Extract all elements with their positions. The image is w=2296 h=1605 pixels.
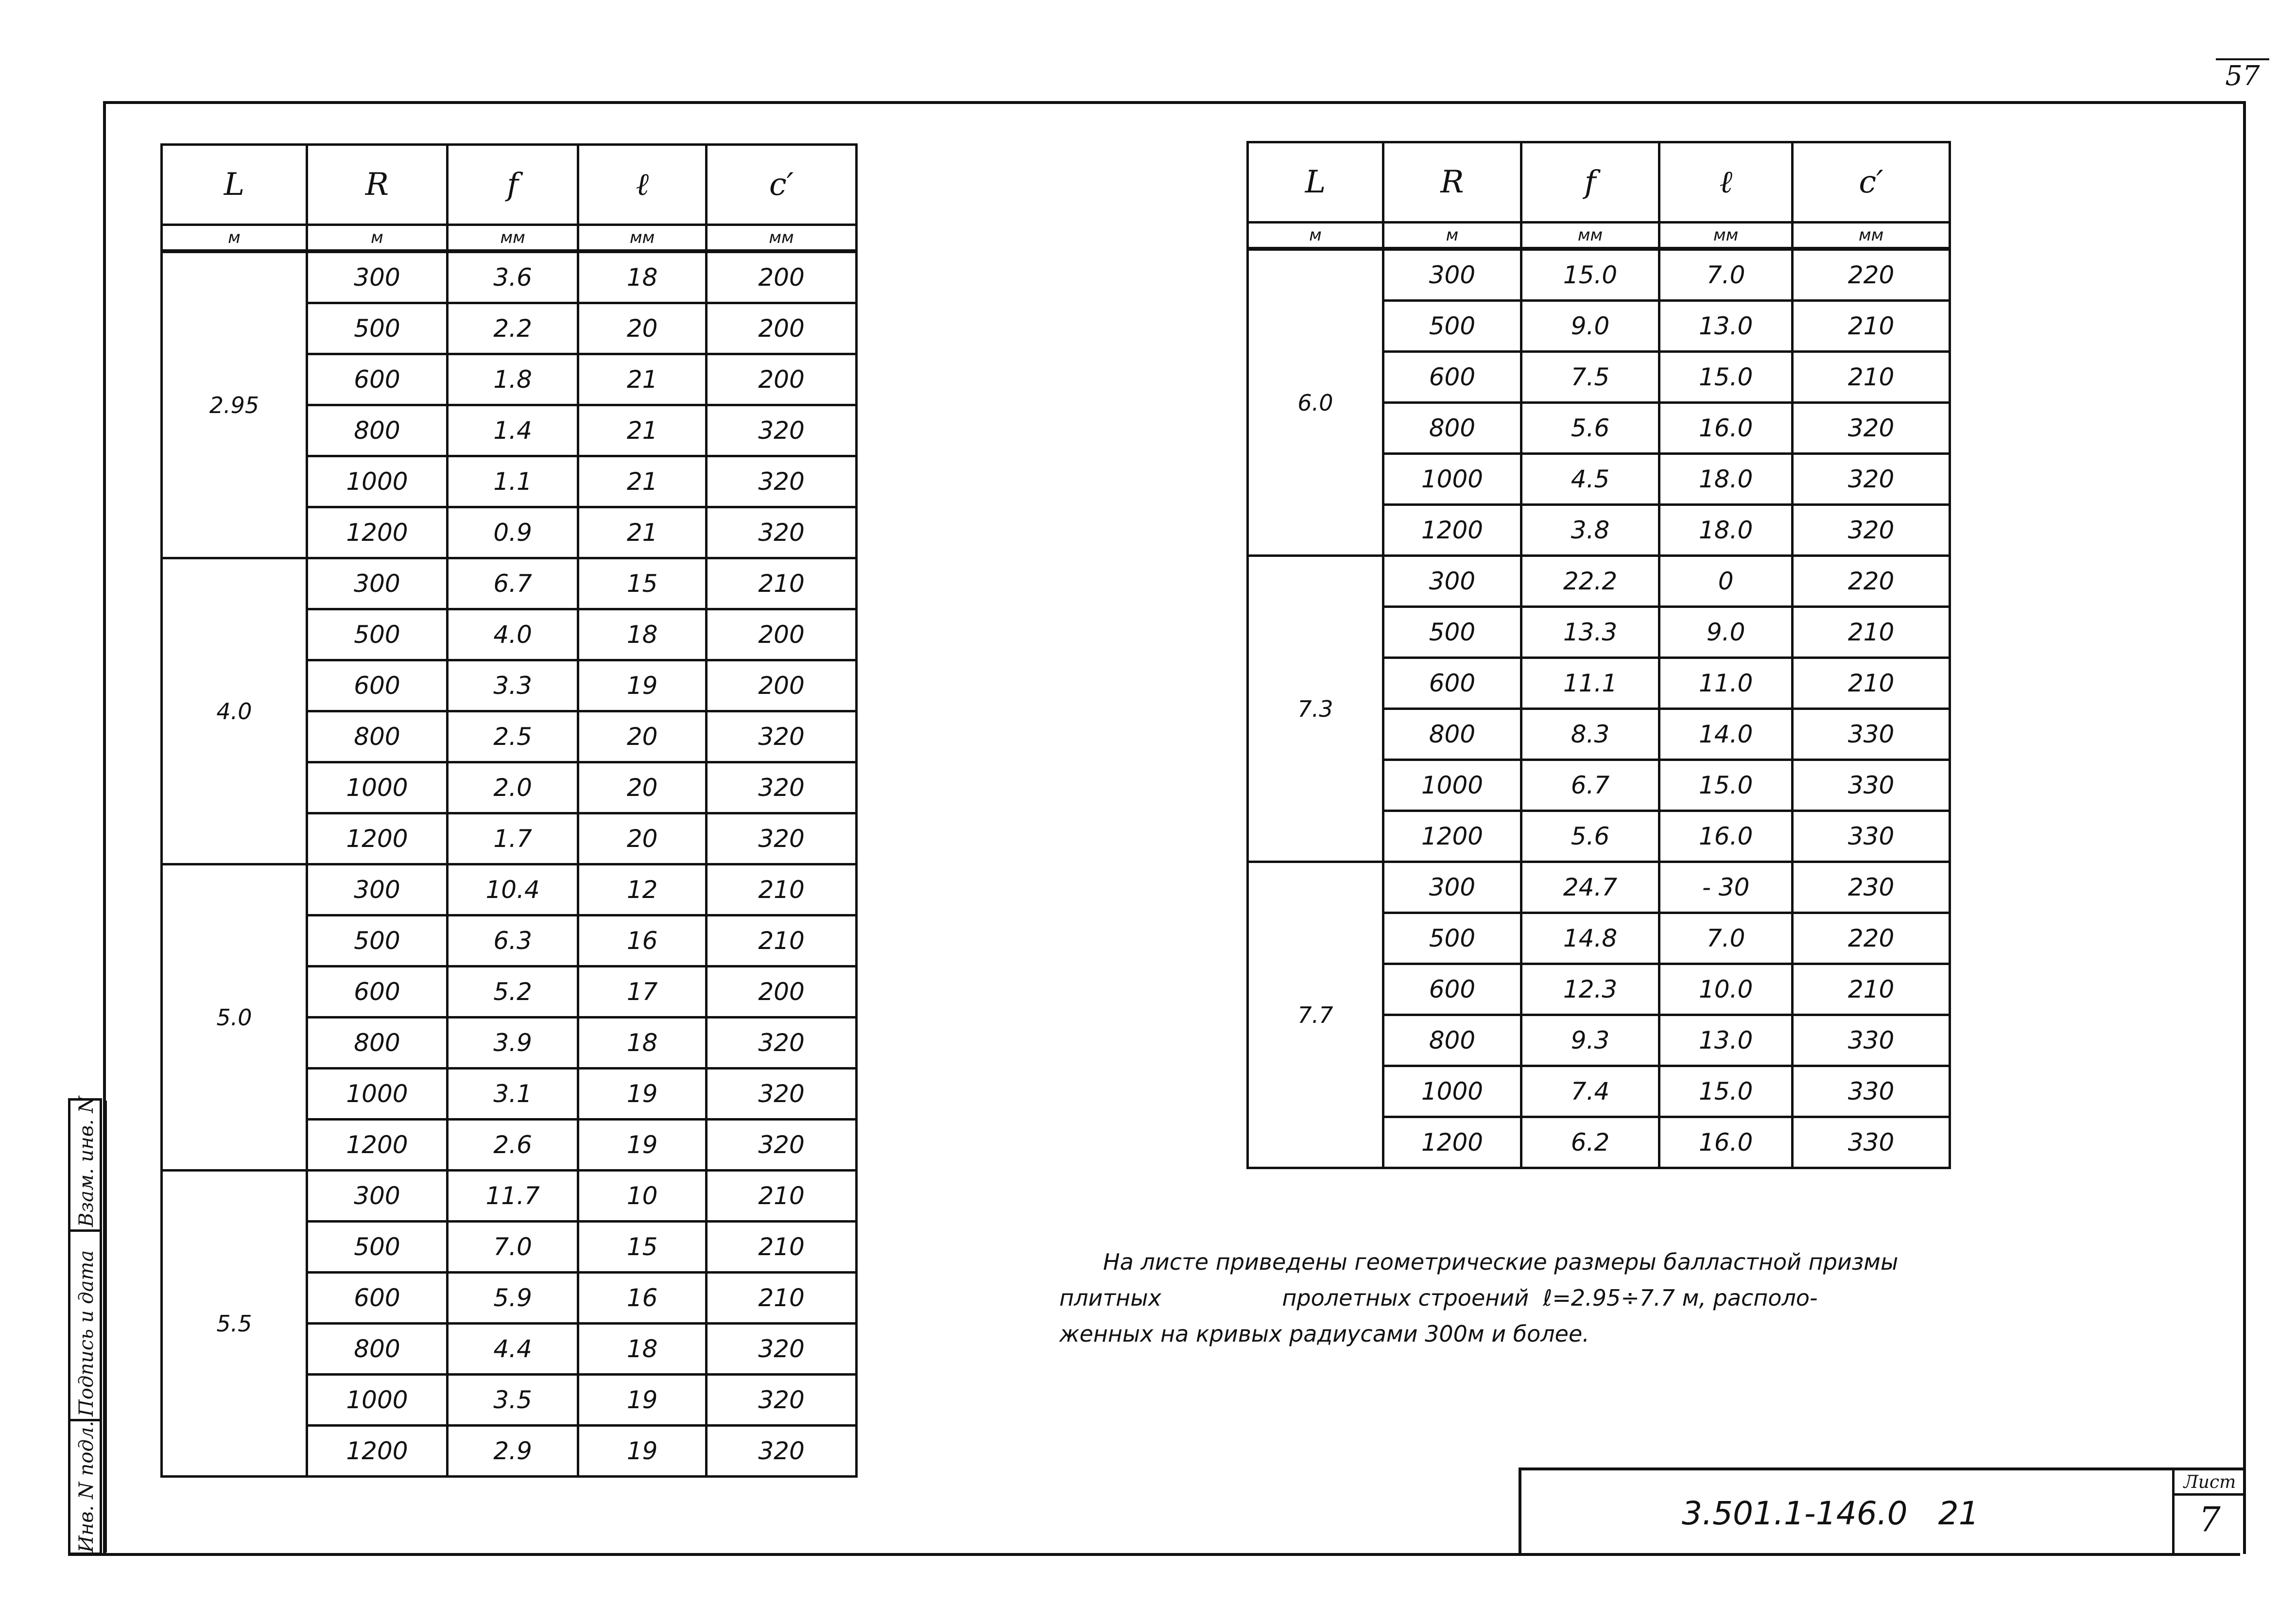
radius-cell: 1200 [1383,1117,1521,1168]
radius-cell: 1000 [307,1069,447,1120]
l-cell: 21 [578,354,707,405]
c-cell: 220 [1793,249,1950,301]
unit-f: мм [448,225,578,252]
f-cell: 1.1 [448,456,578,507]
col-header-L: L [162,145,307,225]
c-cell: 210 [1793,964,1950,1015]
unit-L: м [162,225,307,252]
radius-cell: 1200 [307,1426,447,1477]
unit-c: мм [707,225,857,252]
table-row [162,251,857,303]
c-cell: 210 [707,1222,857,1273]
stamp-column [104,1101,136,1553]
l-cell: 15.0 [1659,1066,1793,1117]
c-cell: 210 [1793,301,1950,352]
f-cell: 5.9 [448,1273,578,1324]
unit-f: мм [1521,223,1659,249]
table-row [162,1171,857,1222]
f-cell: 12.3 [1521,964,1659,1015]
radius-cell: 800 [1383,709,1521,760]
f-cell: 2.5 [448,711,578,762]
l-cell: 15.0 [1659,760,1793,811]
c-cell: 200 [707,966,857,1018]
sheet-cell [2172,1470,2245,1554]
f-cell: 3.6 [448,251,578,303]
f-cell: 3.1 [448,1069,578,1120]
radius-cell: 300 [1383,249,1521,301]
c-cell: 320 [707,1324,857,1375]
l-cell: 18 [578,1018,707,1069]
l-cell: 15.0 [1659,352,1793,403]
l-cell: 16.0 [1659,811,1793,862]
table-right [1246,141,1951,1169]
f-cell: 6.7 [1521,760,1659,811]
f-cell: 7.0 [448,1222,578,1273]
c-cell: 330 [1793,709,1950,760]
radius-cell: 800 [307,405,447,456]
radius-cell: 1200 [1383,505,1521,556]
c-cell: 330 [1793,1117,1950,1168]
table-row [1248,862,1950,913]
l-cell: 12 [578,864,707,915]
l-cell: 20 [578,762,707,813]
c-cell: 200 [707,251,857,303]
l-cell: 19 [578,1069,707,1120]
radius-cell: 600 [307,660,447,711]
unit-l: мм [578,225,707,252]
c-cell: 320 [707,711,857,762]
stamp-label-signature: Подпись и дата [75,1250,98,1416]
f-cell: 6.3 [448,915,578,966]
f-cell: 4.5 [1521,454,1659,505]
c-cell: 320 [707,1375,857,1426]
sheet-label: Лист [2175,1470,2245,1496]
f-cell: 2.6 [448,1120,578,1171]
f-cell: 6.2 [1521,1117,1659,1168]
l-cell: 7.0 [1659,249,1793,301]
l-cell: 11.0 [1659,658,1793,709]
f-cell: 4.4 [448,1324,578,1375]
f-cell: 24.7 [1521,862,1659,913]
c-cell: 330 [1793,811,1950,862]
col-header-c: c′ [707,145,857,225]
radius-cell: 600 [1383,964,1521,1015]
note-text [1059,1244,2128,1352]
c-cell: 320 [707,405,857,456]
radius-cell: 600 [1383,658,1521,709]
radius-cell: 300 [1383,556,1521,607]
page-number: 57 [2216,58,2269,92]
table-right-body [1248,249,1950,1168]
l-cell: 14.0 [1659,709,1793,760]
c-cell: 320 [707,456,857,507]
c-cell: 210 [707,864,857,915]
f-cell: 1.7 [448,813,578,864]
c-cell: 330 [1793,1015,1950,1066]
c-cell: 200 [707,354,857,405]
f-cell: 1.8 [448,354,578,405]
f-cell: 13.3 [1521,607,1659,658]
f-cell: 2.9 [448,1426,578,1477]
f-cell: 3.5 [448,1375,578,1426]
c-cell: 200 [707,609,857,660]
table-row [1248,556,1950,607]
l-cell: 21 [578,405,707,456]
radius-cell: 1000 [307,762,447,813]
radius-cell: 600 [1383,352,1521,403]
stamp-strip [68,1098,102,1555]
f-cell: 7.5 [1521,352,1659,403]
l-cell: 18 [578,1324,707,1375]
radius-cell: 500 [1383,607,1521,658]
f-cell: 1.4 [448,405,578,456]
table-row [1248,249,1950,301]
radius-cell: 800 [307,711,447,762]
radius-cell: 1000 [307,456,447,507]
c-cell: 210 [707,915,857,966]
col-header-L: L [1248,142,1383,223]
l-cell: 19 [578,1120,707,1171]
radius-cell: 500 [307,609,447,660]
c-cell: 210 [707,1171,857,1222]
f-cell: 5.6 [1521,811,1659,862]
l-cell: 16.0 [1659,403,1793,454]
l-cell: 16 [578,915,707,966]
radius-cell: 500 [307,915,447,966]
col-header-f: f [1521,142,1659,223]
l-cell: 20 [578,813,707,864]
unit-L: м [1248,223,1383,249]
radius-cell: 600 [307,354,447,405]
l-cell: 19 [578,660,707,711]
radius-cell: 800 [307,1018,447,1069]
radius-cell: 800 [307,1324,447,1375]
radius-cell: 800 [1383,1015,1521,1066]
radius-cell: 300 [1383,862,1521,913]
c-cell: 320 [707,1426,857,1477]
f-cell: 22.2 [1521,556,1659,607]
l-cell: 10.0 [1659,964,1793,1015]
span-length-cell: 6.0 [1248,249,1383,556]
c-cell: 320 [1793,505,1950,556]
title-block [1519,1467,2245,1554]
l-cell: 10 [578,1171,707,1222]
l-cell: 19 [578,1375,707,1426]
unit-R: м [1383,223,1521,249]
table-row [162,558,857,609]
l-cell: 21 [578,507,707,558]
c-cell: 210 [1793,607,1950,658]
l-cell: 15 [578,1222,707,1273]
radius-cell: 1000 [1383,1066,1521,1117]
col-header-l: ℓ [1659,142,1793,223]
f-cell: 14.8 [1521,913,1659,964]
l-cell: 18.0 [1659,505,1793,556]
l-cell: 17 [578,966,707,1018]
radius-cell: 600 [307,1273,447,1324]
span-length-cell: 5.5 [162,1171,307,1477]
l-cell: 0 [1659,556,1793,607]
document-code: 3.501.1-146.0 21 [1682,1495,1979,1532]
c-cell: 320 [707,1018,857,1069]
col-header-c: c′ [1793,142,1950,223]
f-cell: 7.4 [1521,1066,1659,1117]
f-cell: 10.4 [448,864,578,915]
f-cell: 3.8 [1521,505,1659,556]
radius-cell: 500 [307,303,447,354]
c-cell: 210 [707,558,857,609]
f-cell: 0.9 [448,507,578,558]
radius-cell: 300 [307,864,447,915]
c-cell: 320 [707,1069,857,1120]
f-cell: 9.0 [1521,301,1659,352]
radius-cell: 1000 [1383,454,1521,505]
l-cell: 7.0 [1659,913,1793,964]
unit-l: мм [1659,223,1793,249]
c-cell: 210 [707,1273,857,1324]
f-cell: 11.7 [448,1171,578,1222]
col-header-R: R [307,145,447,225]
span-length-cell: 2.95 [162,251,307,558]
table-left [160,143,858,1478]
stamp-label-replace: Взам. инв. N [75,1096,98,1227]
radius-cell: 300 [307,558,447,609]
l-cell: 13.0 [1659,301,1793,352]
c-cell: 220 [1793,913,1950,964]
c-cell: 320 [1793,403,1950,454]
col-header-R: R [1383,142,1521,223]
f-cell: 5.2 [448,966,578,1018]
f-cell: 11.1 [1521,658,1659,709]
radius-cell: 1200 [307,813,447,864]
radius-cell: 1000 [1383,760,1521,811]
radius-cell: 300 [307,251,447,303]
c-cell: 200 [707,660,857,711]
l-cell: - 30 [1659,862,1793,913]
f-cell: 2.2 [448,303,578,354]
c-cell: 210 [1793,658,1950,709]
c-cell: 200 [707,303,857,354]
l-cell: 19 [578,1426,707,1477]
c-cell: 230 [1793,862,1950,913]
note-line: На листе приведены геометрические размеры балластной призмы [1103,1249,1899,1275]
l-cell: 18 [578,609,707,660]
c-cell: 320 [707,507,857,558]
f-cell: 3.3 [448,660,578,711]
l-cell: 20 [578,303,707,354]
f-cell: 8.3 [1521,709,1659,760]
radius-cell: 800 [1383,403,1521,454]
radius-cell: 300 [307,1171,447,1222]
span-length-cell: 7.7 [1248,862,1383,1168]
c-cell: 330 [1793,760,1950,811]
l-cell: 16.0 [1659,1117,1793,1168]
col-header-f: f [448,145,578,225]
f-cell: 4.0 [448,609,578,660]
radius-cell: 600 [307,966,447,1018]
l-cell: 21 [578,456,707,507]
sheet-number: 7 [2199,1500,2221,1539]
f-cell: 5.6 [1521,403,1659,454]
table-left-body [162,251,857,1477]
l-cell: 15 [578,558,707,609]
l-cell: 18 [578,251,707,303]
radius-cell: 1000 [307,1375,447,1426]
l-cell: 20 [578,711,707,762]
stamp-label-inventory: Инв. N подл. [75,1420,98,1553]
c-cell: 210 [1793,352,1950,403]
l-cell: 18.0 [1659,454,1793,505]
c-cell: 330 [1793,1066,1950,1117]
radius-cell: 1200 [307,507,447,558]
radius-cell: 1200 [1383,811,1521,862]
c-cell: 320 [707,762,857,813]
span-length-cell: 4.0 [162,558,307,864]
f-cell: 9.3 [1521,1015,1659,1066]
f-cell: 3.9 [448,1018,578,1069]
table-row [162,864,857,915]
note-line: плитных пролетных строений ℓ=2.95÷7.7 м, располо- [1059,1285,1818,1311]
span-length-cell: 7.3 [1248,556,1383,862]
unit-R: м [307,225,447,252]
note-line: женных на кривых радиусами 300м и более. [1059,1321,1589,1347]
radius-cell: 500 [307,1222,447,1273]
c-cell: 320 [707,813,857,864]
radius-cell: 1200 [307,1120,447,1171]
col-header-l: ℓ [578,145,707,225]
l-cell: 9.0 [1659,607,1793,658]
radius-cell: 500 [1383,301,1521,352]
c-cell: 320 [707,1120,857,1171]
c-cell: 320 [1793,454,1950,505]
l-cell: 13.0 [1659,1015,1793,1066]
c-cell: 220 [1793,556,1950,607]
f-cell: 15.0 [1521,249,1659,301]
radius-cell: 500 [1383,913,1521,964]
unit-c: мм [1793,223,1950,249]
f-cell: 6.7 [448,558,578,609]
span-length-cell: 5.0 [162,864,307,1171]
l-cell: 16 [578,1273,707,1324]
f-cell: 2.0 [448,762,578,813]
